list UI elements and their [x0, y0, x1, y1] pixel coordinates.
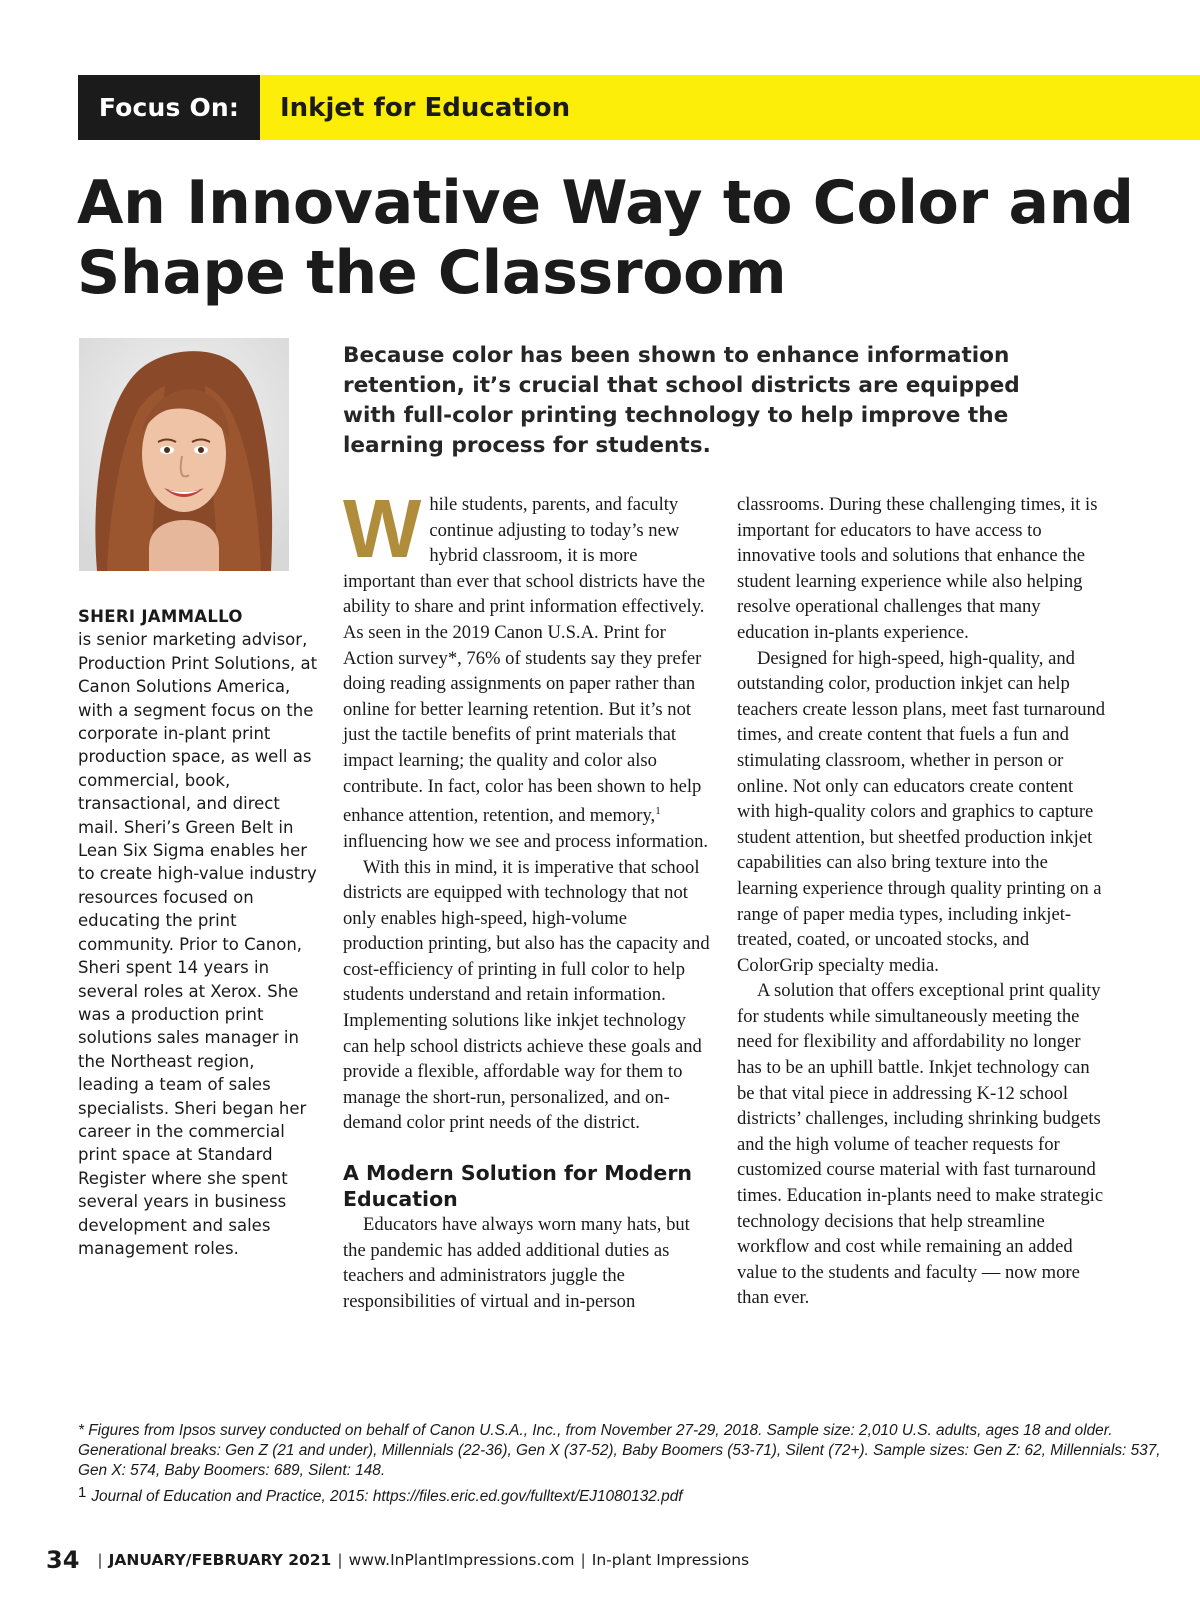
article-paragraph-3: Educators have always worn many hats, but the pandemic has added additional duties as teachers and administrators juggle the responsibilities of virtual and in-person	[343, 1214, 690, 1312]
publication-name: In-plant Impressions	[591, 1551, 750, 1569]
article-subhead: A Modern Solution for Modern Education	[343, 1161, 693, 1211]
page-number: 34	[46, 1546, 80, 1574]
banner-topic: Inkjet for Education	[260, 75, 1200, 140]
reference-text: Journal of Education and Practice, 2015: https://files.eric.ed.gov/fulltext/EJ1080132.pdf	[91, 1488, 683, 1505]
article-headline	[77, 168, 1187, 308]
article-paragraph-3-continued: classrooms. During these challenging times, it is important for educators to have access to innovative tools and solutions that enhance the student learning experience while also helping resolve operational challenges that many education in-plants experience.	[737, 494, 1098, 643]
footer-separator: |	[337, 1551, 343, 1569]
publication-url[interactable]: www.InPlantImpressions.com	[348, 1551, 575, 1569]
paragraph-1-text-a: hile students, parents, and faculty continue adjusting to today’s new hybrid classroom, it is more important than ever that school districts have the ability to share and print information effectively. As seen in the 2019 Canon U.S.A. Print for Action survey*, 76% of students say they prefer doing reading assignments on paper rather than online for better learning retention. But it’s not just the tactile benefits of print materials that impact learning; the quality and color also contribute. In fact, color has been shown to help enhance attention, retention, and memory,	[343, 494, 705, 827]
author-bio-text: is senior marketing advisor, Production Print Solutions, at Canon Solutions America, with a segment focus on the corporate in-plant print production space, as well as commercial, book, transactional, and direct mail. Sheri’s Green Belt in Lean Six Sigma enables her to create high-value industry resources focused on educating the print community. Prior to Canon, Sheri spent 14 years in several roles at Xerox. She was a production print solutions sales manager in the Northeast region, leading a team of sales specialists. Sheri began her career in the commercial print space at Standard Register where she spent several years in business development and sales management roles.	[78, 630, 318, 1258]
headline-line-1: An Innovative Way to Color and	[77, 168, 1134, 238]
headline-line-2: Shape the Classroom	[77, 238, 787, 308]
article-paragraph-4: Designed for high-speed, high-quality, and outstanding color, production inkjet can help teachers create lesson plans, meet fast turnaround times, and create content that fuels a fun and stimulating classroom, whether in person or online. Not only can educators create content with high-quality colors and graphics to capture student attention, but sheetfed production inkjet capabilities can also bring texture into the learning experience through quality printing on a range of paper media types, including inkjet-treated, coated, or uncoated stocks, and ColorGrip specialty media.	[737, 647, 1106, 976]
author-photo-illustration	[79, 338, 289, 571]
page-footer	[46, 1546, 749, 1574]
article-column-2	[737, 492, 1107, 1311]
footnote-ref-1: 1	[655, 805, 661, 818]
author-photo	[79, 338, 289, 571]
article-paragraph-5: A solution that offers exceptional print quality for students while simultaneously meeting the need for flexibility and affordability no longer has to be an uphill battle. Inkjet technology can be that vital piece in addressing K-12 school districts’ challenges, including shrinking budgets and the high volume of teacher requests for customized course material with fast turnaround times. Education in-plants need to make strategic technology decisions that help streamline workflow and cost while remaining an added value to the students and faculty — now more than ever.	[737, 980, 1104, 1309]
footer-separator: |	[97, 1551, 103, 1569]
paragraph-1-text-b: influencing how we see and process information.	[343, 830, 709, 852]
article-paragraph-1	[343, 482, 711, 855]
drop-cap: W	[343, 482, 422, 575]
author-name: SHERI JAMMALLO	[78, 607, 243, 626]
article-column-1	[343, 482, 711, 1315]
article-paragraph-2: With this in mind, it is imperative that school districts are equipped with technology that not only enables high-speed, high-volume production printing, but also has the capacity and cost-efficiency of printing in full color to help students understand and retain information. Implementing solutions like inkjet technology can help school districts achieve these goals and provide a flexible, affordable way for them to manage the short-run, personalized, and on-demand color print needs of the district.	[343, 856, 710, 1134]
section-banner	[78, 75, 1200, 140]
survey-footnote: * Figures from Ipsos survey conducted on behalf of Canon U.S.A., Inc., from November 27-29, 2018. Sample size: 2,010 U.S. adults, ages 18 and older. Generational breaks: Gen Z (21 and under), Millennials (22-36), Gen X (37-52), Baby Boomers (53-71), Silent (72+). Sample sizes: Gen Z: 62, Millennials: 537, Gen X: 574, Baby Boomers: 689, Silent: 148.	[78, 1422, 1161, 1479]
issue-date: JANUARY/FEBRUARY 2021	[108, 1551, 332, 1569]
banner-label: Focus On:	[78, 75, 260, 140]
footnotes	[78, 1421, 1178, 1507]
reference-mark: 1	[78, 1484, 87, 1501]
reference-footnote	[78, 1484, 1178, 1507]
author-bio	[78, 605, 318, 1260]
article-deck: Because color has been shown to enhance information retention, it’s crucial that school districts are equipped with full-color printing technology to help improve the learning process for students.	[343, 343, 1020, 458]
footer-separator: |	[580, 1551, 586, 1569]
